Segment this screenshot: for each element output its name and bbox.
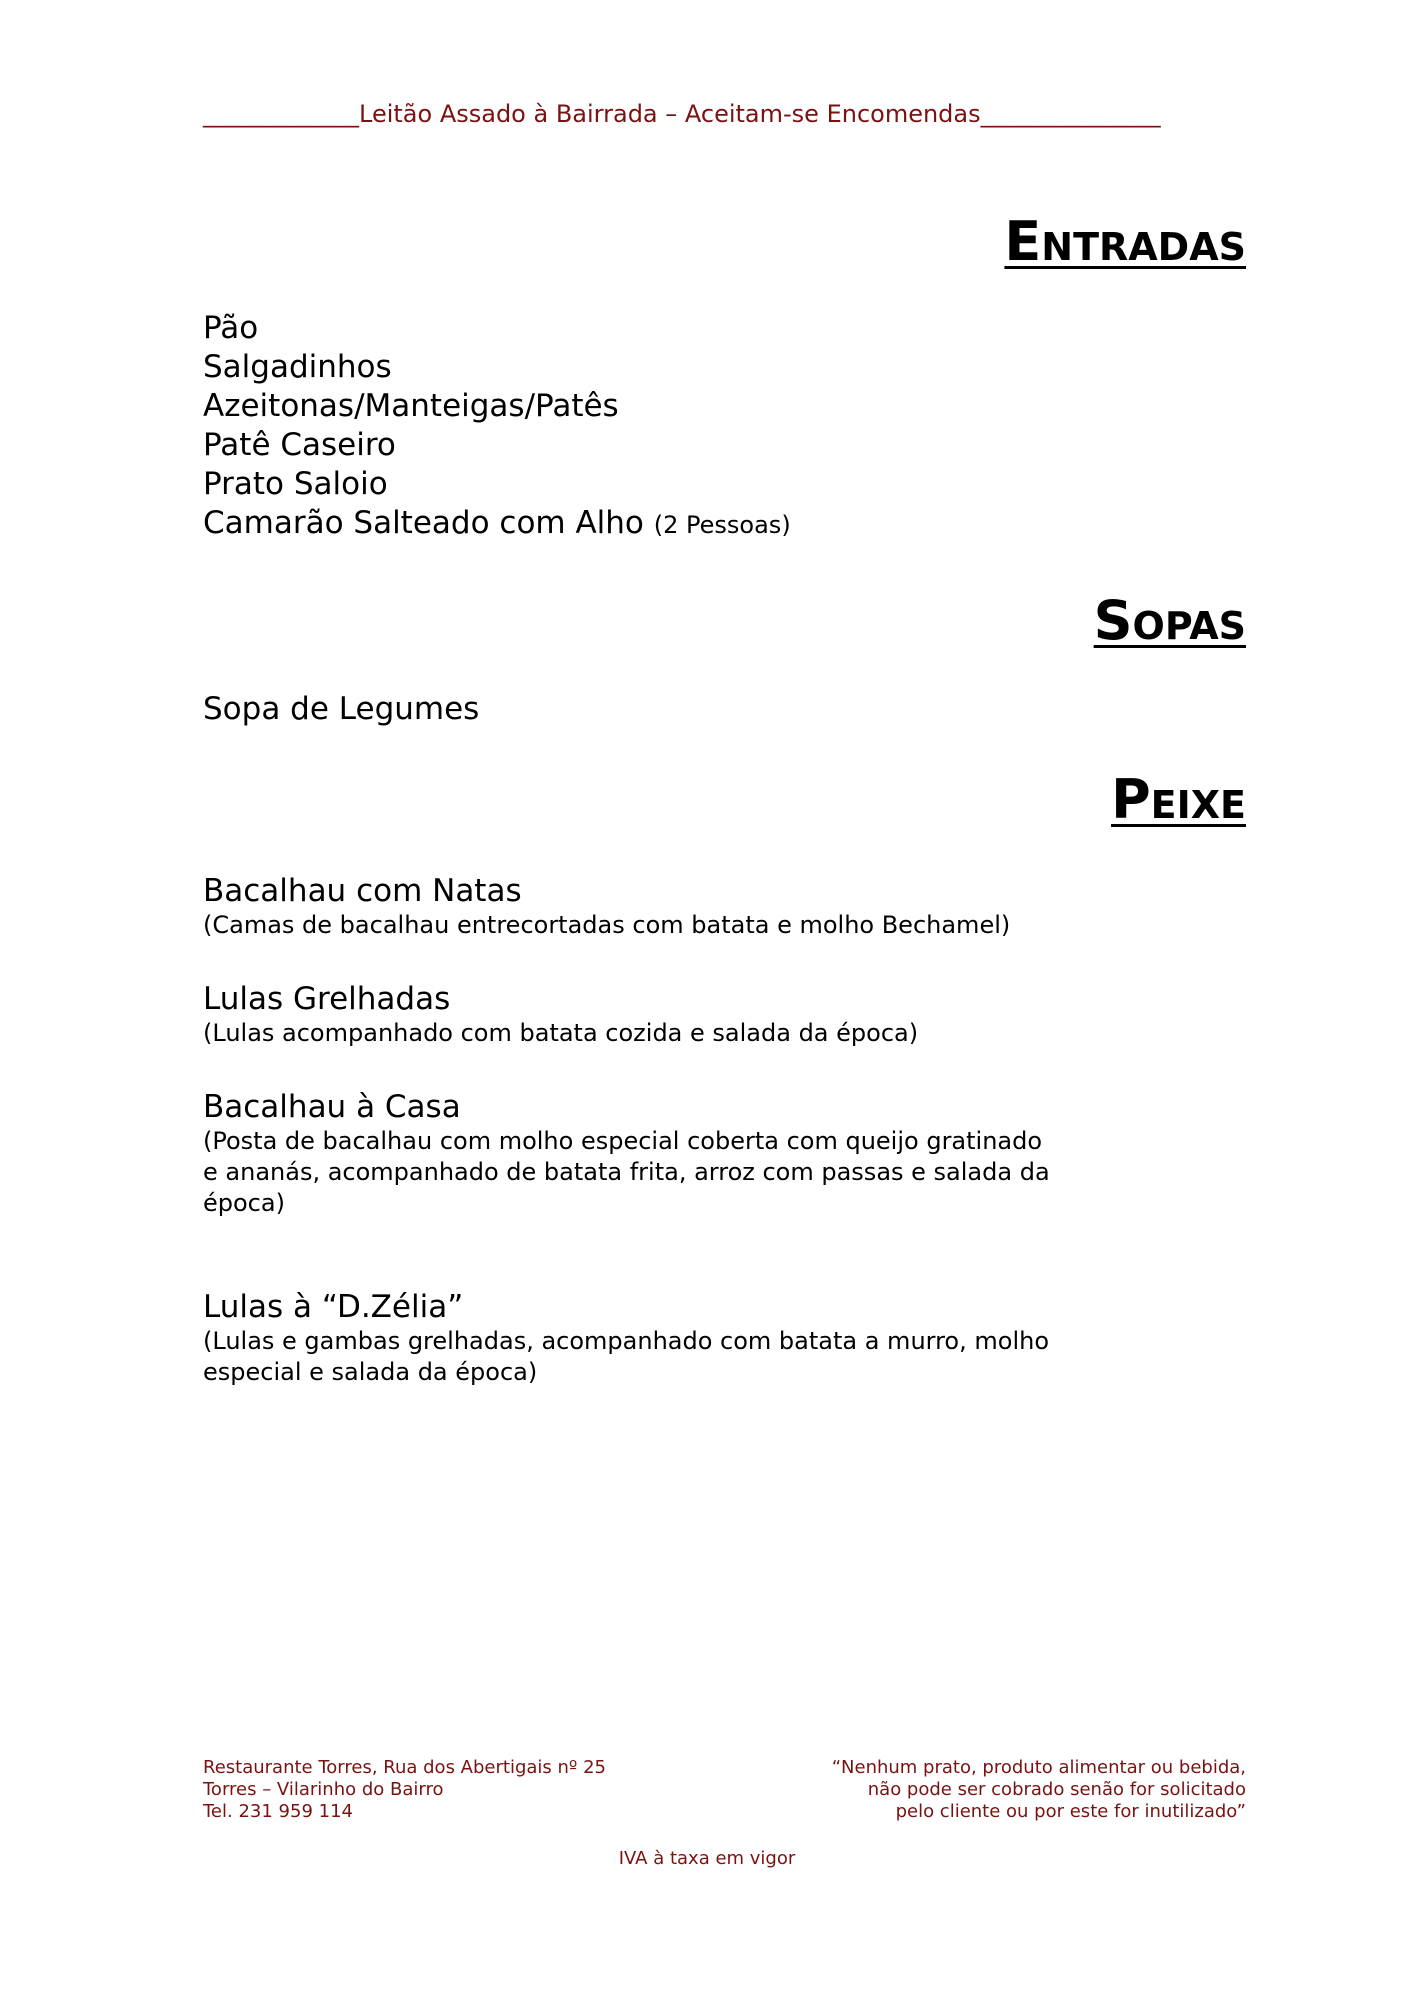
dish-name: Lulas à “D.Zélia” — [203, 1289, 464, 1325]
footer-notice — [832, 1757, 1246, 1823]
footer-notice-line: pelo cliente ou por este for inutilizado” — [895, 1801, 1246, 1822]
dish-item — [203, 1088, 1063, 1219]
section-title-peixe: Peixe — [1111, 768, 1246, 831]
dish-description: (Posta de bacalhau com molho especial coberta com queijo gratinado e ananás, acompanhado de batata frita, arroz com passas e salada da época) — [203, 1127, 1050, 1217]
item-note: (2 Pessoas) — [653, 511, 791, 539]
dish-description: (Lulas e gambas grelhadas, acompanhado com batata a murro, molho especial e salada da época) — [203, 1327, 1049, 1386]
footer-address — [203, 1757, 606, 1823]
dish-description: (Camas de bacalhau entrecortadas com batata e molho Bechamel) — [203, 911, 1011, 939]
footer-vat-note: IVA à taxa em vigor — [618, 1848, 796, 1869]
page-header: _____________Leitão Assado à Bairrada – Aceitam-se Encomendas_______________ — [203, 100, 1161, 128]
dish-name: Bacalhau à Casa — [203, 1089, 461, 1125]
footer-address-line: Torres – Vilarinho do Bairro — [203, 1779, 444, 1800]
list-item: Prato Saloio — [203, 466, 388, 502]
list-item: Sopa de Legumes — [203, 691, 480, 727]
section-title-entradas: Entradas — [1004, 210, 1246, 273]
footer-address-line: Restaurante Torres, Rua dos Abertigais nº 25 — [203, 1757, 607, 1778]
sopas-list — [203, 690, 479, 729]
dish-item — [203, 872, 1063, 941]
item-label: Camarão Salteado com Alho — [203, 505, 644, 541]
footer-notice-line: não pode ser cobrado senão for solicitado — [867, 1779, 1246, 1800]
entradas-list — [203, 309, 791, 545]
section-title-sopas: Sopas — [1093, 589, 1246, 652]
dish-description: (Lulas acompanhado com batata cozida e salada da época) — [203, 1019, 919, 1047]
dish-item — [203, 1288, 1063, 1388]
list-item: Salgadinhos — [203, 349, 392, 385]
list-item: Patê Caseiro — [203, 427, 396, 463]
footer-notice-line: “Nenhum prato, produto alimentar ou bebida, — [831, 1757, 1246, 1778]
list-item: Azeitonas/Manteigas/Patês — [203, 388, 619, 424]
dish-name: Lulas Grelhadas — [203, 981, 451, 1017]
list-item — [203, 504, 791, 545]
footer-phone: Tel. 231 959 114 — [203, 1801, 353, 1822]
dish-item — [203, 980, 1063, 1049]
list-item: Pão — [203, 310, 259, 346]
dish-name: Bacalhau com Natas — [203, 873, 522, 909]
